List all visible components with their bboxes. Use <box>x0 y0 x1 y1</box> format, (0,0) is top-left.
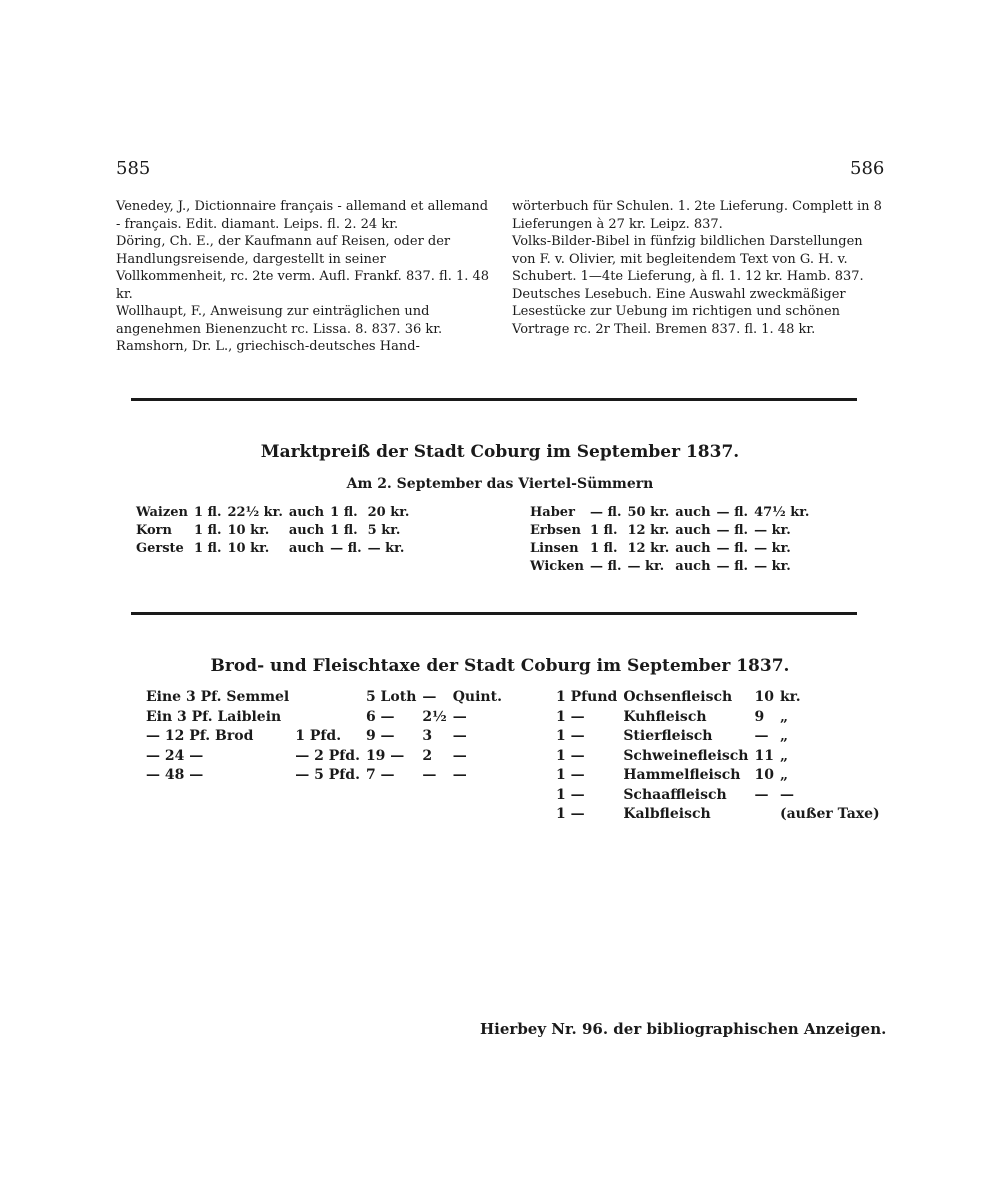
table-cell: Quint. <box>452 689 502 705</box>
bread-meat-tax-title: Brod- und Fleischtaxe der Stadt Coburg im September 1837. <box>210 656 790 676</box>
table-cell: auch <box>288 505 325 520</box>
table-cell: — kr. <box>754 541 791 556</box>
table-cell: 7 — <box>365 767 395 783</box>
table-cell: Ein 3 Pf. Laiblein <box>146 708 282 725</box>
table-cell: 1 fl. <box>330 505 358 520</box>
book-entry: Ramshorn, Dr. L., griechisch-deutsches Hand- <box>116 339 420 354</box>
table-cell: 10 <box>754 767 774 783</box>
table-cell: 1 — <box>556 767 585 783</box>
table-cell: 50 kr. <box>627 505 670 520</box>
book-entry: Volks-Bilder-Bibel in fünfzig bildlichen Darstellungen von F. v. Olivier, mit begleitendem Text von G. H. v. Schubert. 1—4te Lieferung, à fl. 1. 12 kr. Hamb. 837. <box>512 234 864 284</box>
table-cell: Kuhfleisch <box>623 708 707 725</box>
table-cell: — 24 — <box>146 747 204 764</box>
meat-tax-row <box>556 805 886 825</box>
table-cell: — <box>754 786 769 803</box>
table-cell: — fl. <box>716 559 749 574</box>
table-cell: Schweinefleisch <box>623 747 749 764</box>
bread-tax-table <box>146 688 508 786</box>
table-cell: — <box>779 786 794 803</box>
table-cell: 5 kr. <box>367 523 401 538</box>
table-cell: Eine 3 Pf. Semmel <box>146 689 290 705</box>
table-cell: 1 Pfund <box>556 689 618 705</box>
grain-price-row <box>530 558 815 576</box>
meat-tax-row <box>556 708 886 728</box>
table-cell: Erbsen <box>530 523 581 538</box>
table-cell: — 48 — <box>146 767 204 783</box>
table-cell: Linsen <box>530 541 579 556</box>
table-cell: 3 <box>422 728 433 744</box>
table-cell: 10 kr. <box>227 523 270 538</box>
table-cell: 11 <box>754 747 774 764</box>
table-cell: Hammelfleisch <box>623 767 741 783</box>
table-cell: 2½ <box>422 708 447 725</box>
right-text-column <box>512 198 888 338</box>
table-cell: auch <box>675 559 711 574</box>
table-cell: „ <box>779 767 789 783</box>
table-cell: — <box>452 767 467 783</box>
table-cell: — kr. <box>754 523 791 538</box>
market-price-subtitle: Am 2. September das Viertel-Sümmern <box>346 476 654 492</box>
table-cell: Stierfleisch <box>623 728 713 744</box>
table-cell: kr. <box>779 689 801 705</box>
page-number-left: 585 <box>116 158 151 179</box>
meat-tax-row <box>556 727 886 747</box>
grain-price-row <box>136 522 415 540</box>
table-cell: — 5 Pfd. <box>295 767 360 783</box>
table-cell: 22½ kr. <box>227 505 283 520</box>
table-cell <box>295 688 366 708</box>
table-cell: auch <box>675 523 711 538</box>
table-cell: 12 kr. <box>627 541 670 556</box>
table-cell: Schaaffleisch <box>623 786 727 803</box>
grain-prices-left <box>136 504 415 558</box>
bread-tax-row <box>146 747 508 767</box>
table-cell: 1 fl. <box>589 541 618 556</box>
book-entry: Wollhaupt, F., Anweisung zur einträglichen und angenehmen Bienenzucht rc. Lissa. 8. 837. 36 kr. <box>116 304 443 337</box>
section-divider <box>131 612 857 615</box>
table-cell: — <box>422 767 437 783</box>
table-cell: 5 Loth <box>365 689 417 705</box>
table-cell: — <box>452 747 467 764</box>
grain-price-row <box>136 504 415 522</box>
bread-tax-row <box>146 727 508 747</box>
table-cell: 12 kr. <box>627 523 670 538</box>
table-cell: — 2 Pfd. <box>295 747 360 764</box>
table-cell: 1 fl. <box>193 505 222 520</box>
table-cell: auch <box>288 541 325 556</box>
table-cell: 9 — <box>365 728 395 744</box>
table-cell: 47½ kr. <box>754 505 810 520</box>
table-cell: 1 — <box>556 747 585 764</box>
bread-tax-row <box>146 766 508 786</box>
table-cell: 9 <box>754 708 765 725</box>
table-cell: 1 Pfd. <box>295 728 342 744</box>
bread-tax-row <box>146 708 508 728</box>
bread-tax-row <box>146 688 508 708</box>
table-cell: 1 fl. <box>589 523 618 538</box>
grain-price-row <box>530 540 815 558</box>
table-cell: auch <box>675 541 711 556</box>
table-cell <box>295 708 366 728</box>
footer-notice: Hierbey Nr. 96. der bibliographischen Anzeigen. <box>480 1020 887 1038</box>
table-cell: „ <box>779 747 789 764</box>
table-cell: — fl. <box>589 559 622 574</box>
table-cell: auch <box>675 505 711 520</box>
table-cell: — kr. <box>627 559 665 574</box>
table-cell: 2 <box>422 747 433 764</box>
table-cell: 10 kr. <box>227 541 270 556</box>
table-cell: 19 — <box>365 747 405 764</box>
table-cell: — fl. <box>330 541 362 556</box>
table-cell: — fl. <box>716 523 749 538</box>
section-divider <box>131 398 857 401</box>
book-entry: Deutsches Lesebuch. Eine Auswahl zweckmäßiger Lesestücke zur Uebung im richtigen und schönen Vortrage rc. 2r Theil. Bremen 837. fl. 1. 48 kr. <box>512 286 846 337</box>
book-entry: Venedey, J., Dictionnaire français - allemand et allemand - français. Edit. diamant. Leips. fl. 2. 24 kr. <box>116 199 489 232</box>
grain-prices-right <box>530 504 815 576</box>
table-cell: „ <box>779 728 789 744</box>
grain-price-row <box>530 504 815 522</box>
book-entry: wörterbuch für Schulen. 1. 2te Lieferung. Complett in 8 Lieferungen à 27 kr. Leipz. 837. <box>512 199 882 232</box>
meat-tax-row <box>556 766 886 786</box>
table-cell: — fl. <box>716 541 749 556</box>
table-cell: Haber <box>530 505 575 520</box>
table-cell: Gerste <box>136 541 184 556</box>
table-cell: 20 kr. <box>367 505 410 520</box>
market-price-title: Marktpreiß der Stadt Coburg im September 1837. <box>260 442 740 462</box>
table-cell: Korn <box>136 523 172 538</box>
table-cell: — <box>754 728 769 744</box>
grain-price-row <box>530 522 815 540</box>
left-text-column <box>116 198 494 356</box>
table-cell: auch <box>288 523 325 538</box>
table-cell: „ <box>779 708 789 725</box>
meat-tax-row <box>556 786 886 806</box>
table-cell: — <box>452 708 467 725</box>
table-cell <box>754 805 779 825</box>
page-number-right: 586 <box>850 158 885 179</box>
meat-tax-row <box>556 688 886 708</box>
grain-price-row <box>136 540 415 558</box>
table-cell: 1 fl. <box>193 523 222 538</box>
table-cell: 1 fl. <box>330 523 358 538</box>
book-entry: Döring, Ch. E., der Kaufmann auf Reisen, oder der Handlungsreisende, dargestellt in seiner Vollkommenheit, rc. 2te verm. Aufl. Frankf. 837. fl. 1. 48 kr. <box>116 234 490 302</box>
table-cell: Waizen <box>136 505 188 520</box>
table-cell: — <box>422 689 437 705</box>
table-cell: — <box>452 728 467 744</box>
table-cell: 10 <box>754 689 774 705</box>
table-cell: 1 — <box>556 786 585 803</box>
table-cell: 6 — <box>365 708 395 725</box>
table-cell: Wicken <box>530 559 584 574</box>
table-cell: 1 — <box>556 806 585 822</box>
table-cell: — kr. <box>754 559 791 574</box>
meat-tax-table <box>556 688 886 825</box>
table-cell: — fl. <box>589 505 622 520</box>
table-cell: — 12 Pf. Brod <box>146 728 254 744</box>
table-cell: 1 — <box>556 728 585 744</box>
table-cell: (außer Taxe) <box>779 806 880 822</box>
table-cell: — fl. <box>716 505 749 520</box>
table-cell: — kr. <box>367 541 405 556</box>
table-cell: Ochsenfleisch <box>623 689 733 705</box>
meat-tax-row <box>556 747 886 767</box>
table-cell: 1 — <box>556 708 585 725</box>
table-cell: Kalbfleisch <box>623 806 711 822</box>
table-cell: 1 fl. <box>193 541 222 556</box>
